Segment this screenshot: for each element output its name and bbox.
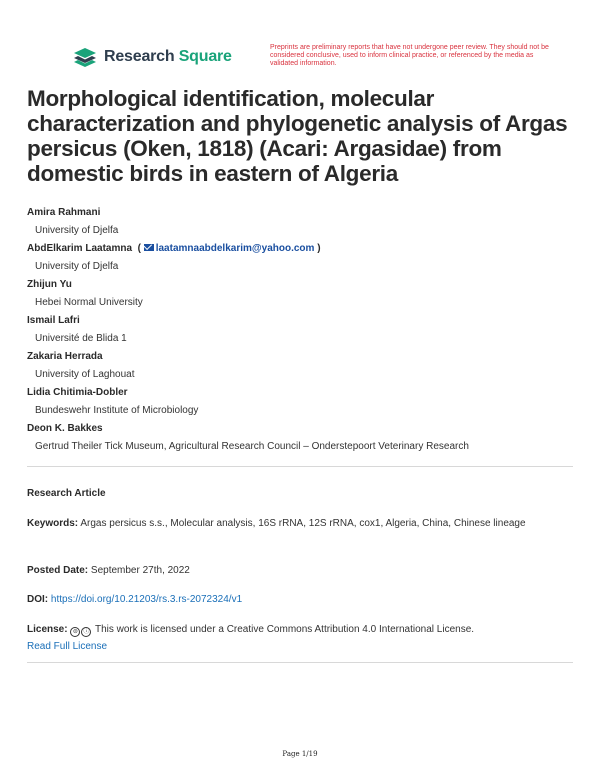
author-name-text: AbdElkarim Laatamna — [27, 243, 133, 254]
author-name: Amira Rahmani — [27, 207, 101, 218]
doi — [27, 591, 573, 608]
cc-by-icon: ⓘ — [83, 629, 90, 635]
brand-name — [104, 48, 232, 66]
header — [72, 44, 552, 74]
divider-top — [27, 466, 573, 467]
author-affiliation: Hebei Normal University — [35, 297, 143, 308]
doi-label: DOI: — [27, 594, 49, 605]
read-full-license-link[interactable]: Read Full License — [27, 641, 108, 652]
envelope-icon — [144, 244, 154, 251]
author-name: Zakaria Herrada — [27, 351, 103, 362]
posted-date — [27, 562, 573, 579]
author-name: Lidia Chitimia-Dobler — [27, 387, 128, 398]
article-type: Research Article — [27, 488, 106, 499]
author-email-link[interactable]: laatamnaabdelkarim@yahoo.com — [155, 243, 315, 254]
posted-date-value: September 27th, 2022 — [90, 565, 190, 576]
cc-icon: ⊜ — [70, 627, 80, 637]
author-name: AbdElkarim Laatamna ( laatamnaabdelkarim@yahoo.com ) — [27, 243, 321, 254]
keywords-value: Argas persicus s.s., Molecular analysis, 16S rRNA, 12S rRNA, cox1, Algeria, China, Chinese lineage — [80, 518, 526, 529]
research-square-logo-icon — [72, 46, 98, 68]
keywords — [27, 515, 573, 532]
brand-word-square: Square — [178, 48, 232, 65]
author-affiliation: Université de Blida 1 — [35, 333, 127, 344]
license — [27, 621, 573, 655]
author-affiliation: Gertrud Theiler Tick Museum, Agricultural Research Council – Onderstepoort Veterinary Research — [35, 441, 469, 452]
author-name: Ismail Lafri — [27, 315, 80, 326]
divider-bottom — [27, 662, 573, 663]
posted-date-label: Posted Date: — [27, 565, 89, 576]
author-name: Zhijun Yu — [27, 279, 72, 290]
author-affiliation: University of Laghouat — [35, 369, 135, 380]
license-text: This work is licensed under a Creative Commons Attribution 4.0 International License. — [94, 624, 475, 635]
keywords-label: Keywords: — [27, 518, 79, 529]
license-label: License: — [27, 624, 68, 635]
page-number: Page 1/19 — [282, 750, 318, 758]
paper-title: Morphological identification, molecular characterization and phylogenetic analysis of Argas persicus (Oken, 1818) (Acari: Argasidae) from domestic birds in eastern of Algeria — [27, 86, 568, 186]
brand-word-research: Research — [104, 48, 175, 65]
author-list — [27, 204, 577, 456]
author-name: Deon K. Bakkes — [27, 423, 103, 434]
author-affiliation: University of Djelfa — [35, 225, 119, 236]
author-affiliation: Bundeswehr Institute of Microbiology — [35, 405, 199, 416]
preprint-disclaimer: Preprints are preliminary reports that have not undergone peer review. They should not be considered conclusive, used to inform clinical practice, or referenced by the media as validated information. — [270, 44, 549, 67]
research-square-logo[interactable] — [72, 46, 232, 68]
author-affiliation: University of Djelfa — [35, 261, 119, 272]
doi-link[interactable]: https://doi.org/10.21203/rs.3.rs-2072324/v1 — [50, 594, 243, 605]
